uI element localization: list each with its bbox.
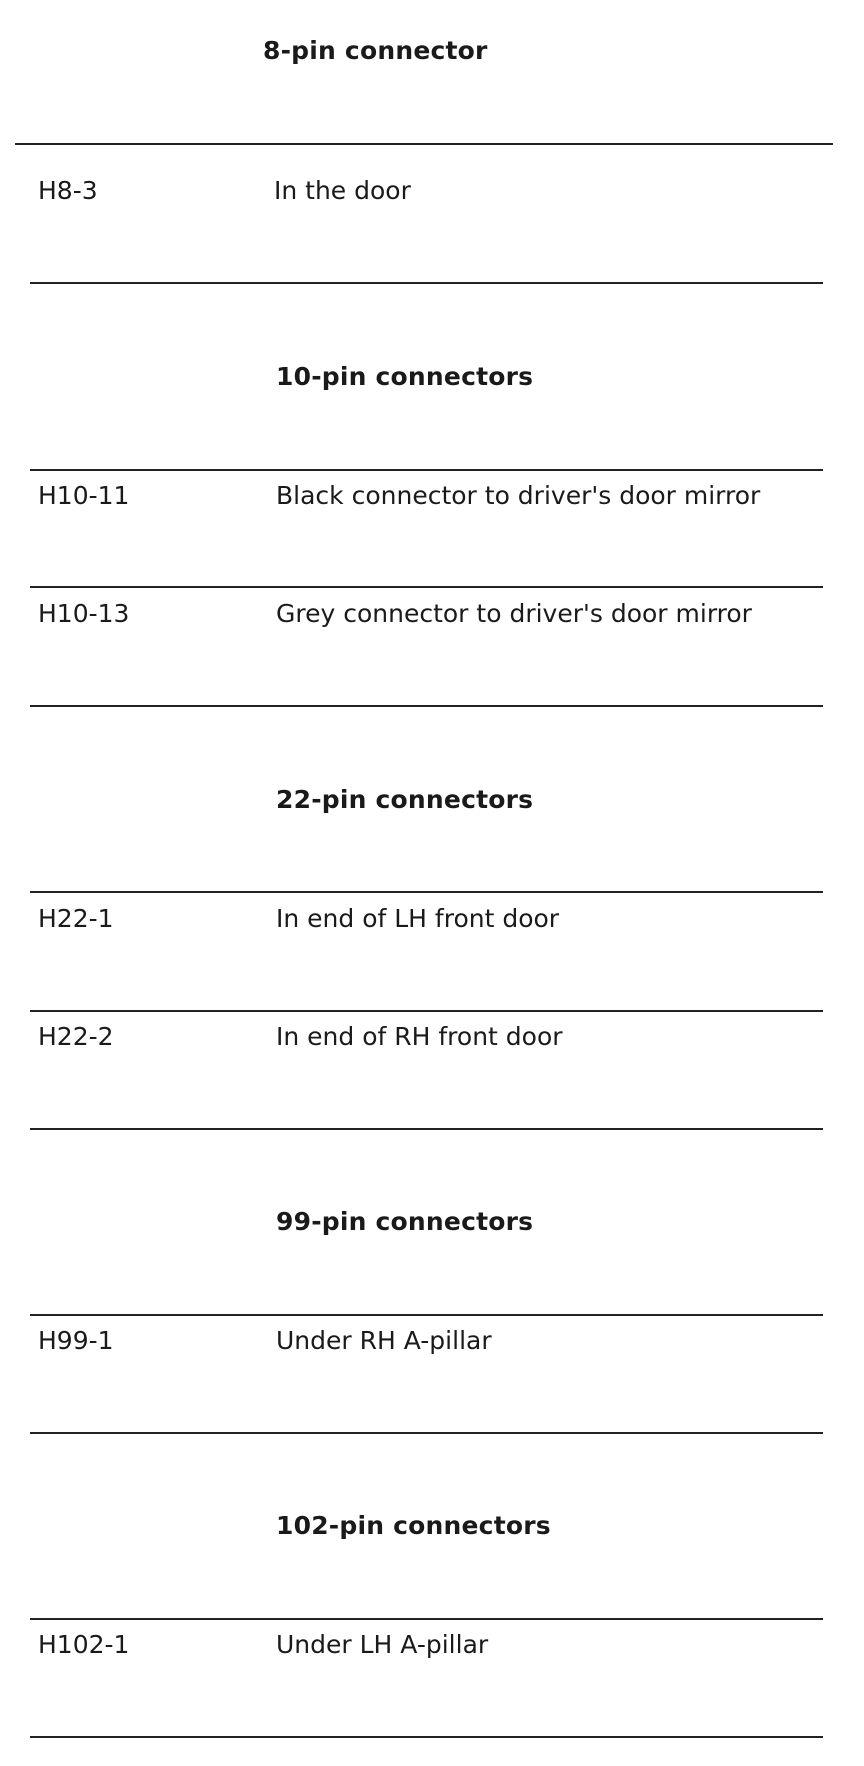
connector-location: In the door: [274, 176, 411, 205]
table-rule: [15, 143, 833, 145]
table-rule: [30, 1314, 823, 1316]
connector-location: Black connector to driver's door mirror: [276, 481, 761, 510]
table-rule: [30, 1010, 823, 1012]
connector-location: In end of LH front door: [276, 904, 560, 933]
connector-location: Grey connector to driver's door mirror: [276, 599, 752, 628]
connector-location: In end of RH front door: [276, 1022, 563, 1051]
table-rule: [30, 1128, 823, 1130]
table-rule: [30, 1618, 823, 1620]
connector-code: H99-1: [38, 1326, 114, 1355]
section-heading-99-pin: 99-pin connectors: [276, 1207, 534, 1236]
section-heading-102-pin: 102-pin connectors: [276, 1511, 551, 1540]
connector-location: Under LH A-pillar: [276, 1630, 489, 1659]
connector-code: H22-1: [38, 904, 114, 933]
section-heading-22-pin: 22-pin connectors: [276, 785, 534, 814]
connector-location: Under RH A-pillar: [276, 1326, 492, 1355]
section-heading-10-pin: 10-pin connectors: [276, 362, 534, 391]
connector-code: H10-11: [38, 481, 130, 510]
table-rule: [30, 586, 823, 588]
connector-code: H22-2: [38, 1022, 114, 1051]
table-rule: [30, 705, 823, 707]
connector-code: H8-3: [38, 176, 98, 205]
section-heading-8-pin: 8-pin connector: [263, 36, 488, 65]
table-rule: [30, 1432, 823, 1434]
table-rule: [30, 469, 823, 471]
connector-code: H102-1: [38, 1630, 130, 1659]
table-rule: [30, 1736, 823, 1738]
table-rule: [30, 891, 823, 893]
table-rule: [30, 282, 823, 284]
connector-code: H10-13: [38, 599, 130, 628]
